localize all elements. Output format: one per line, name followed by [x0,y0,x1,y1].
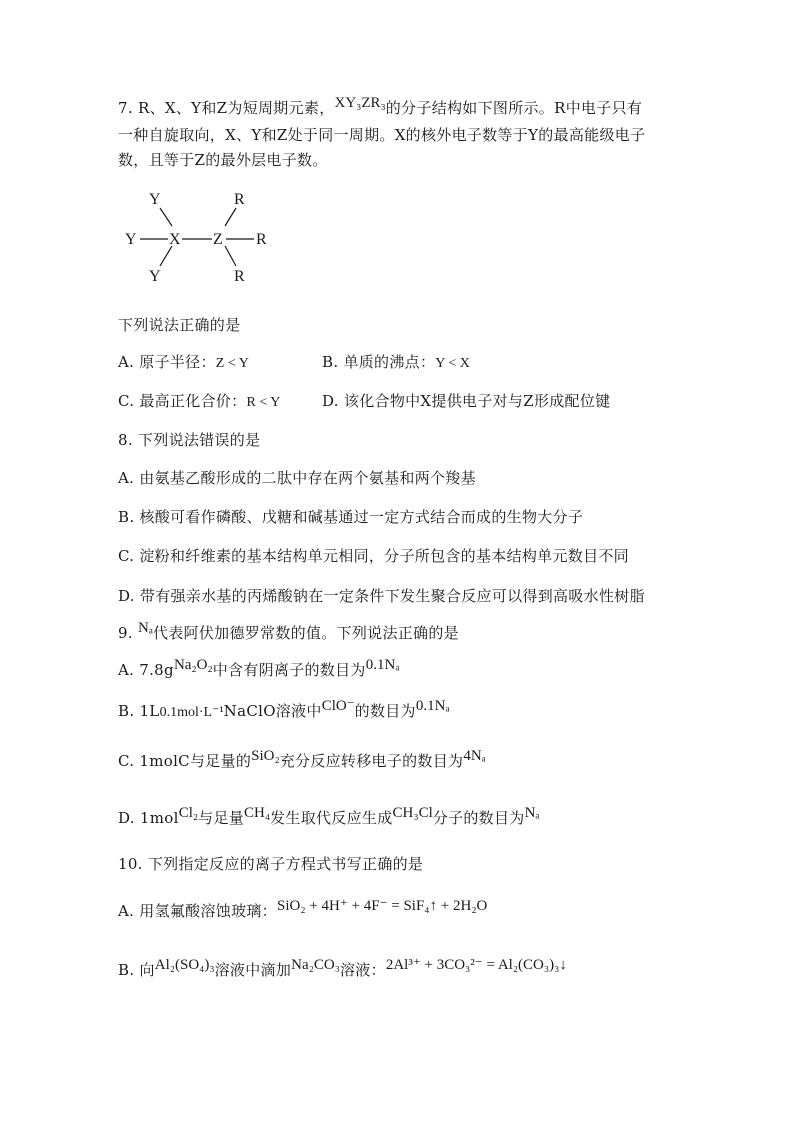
q9-c-text: 充分反应转移电子的数目为 [279,752,464,770]
q10-b-text-2: 溶液： [339,961,386,979]
q9-c-formula: SiO₂ [251,748,280,764]
q9-option-d [118,807,540,828]
q10-option-a [118,900,487,921]
q9-number: 9. [118,624,133,642]
q9-b-text-2: 的数目为 [354,702,416,720]
q9-d-text-2: 发生取代反应生成 [270,809,393,827]
q7-formula: XY₃ZR₃ [334,95,386,111]
q7-number: 7. [118,99,133,117]
bond-z-r-top [225,208,236,226]
q7-option-c-expr: R < Y [246,395,281,410]
atom-y-left: Y [125,231,137,248]
bond-y-top-x [160,208,172,226]
q9-b-concentration: 0.1mol·L⁻¹ [159,705,224,720]
q7-option-b-expr: Y < X [435,356,470,371]
q7-option-b [322,351,470,372]
q9-d-cl2: Cl₂ [178,805,199,821]
q9-d-text: 与足量 [198,809,245,827]
q9-option-b [118,700,450,721]
atom-r-right: R [256,231,267,248]
q9-d-prefix: D. 1mol [118,809,179,827]
atom-z: Z [213,231,223,248]
q10-b-equation: 2Al³⁺ + 3CO₃²⁻ = Al₂(CO₃)₃↓ [385,957,567,973]
q9-a-formula: Na₂O₂ [173,657,213,673]
q9-d-ch4: CH₄ [244,805,271,821]
q7-option-a-expr: Z < Y [215,356,249,371]
q8-option-c: C. 淀粉和纤维素的基本结构单元相同，分子所包含的基本结构单元数目不同 [118,547,629,565]
q9-b-text: NaClO溶液中 [223,702,322,720]
molecule-structure [118,186,288,286]
q7-options-ab [118,351,678,372]
q9-option-a [118,659,399,680]
q7-options-cd [118,390,678,411]
q7-text-a: R、X、Y和Z为短周期元素， [138,99,335,117]
q9-c-prefix: C. 1molC与足量的 [118,752,252,770]
q7-option-c [118,392,280,410]
q10-b-text: 溶液中滴加 [214,961,292,979]
atom-r-bottom: R [234,268,245,285]
q10-title: 10. 下列指定反应的离子方程式书写正确的是 [118,855,424,873]
bond-z-r-bottom [225,246,236,266]
q10-a-text: A. 用氢氟酸溶蚀玻璃： [118,902,277,920]
q7-option-a [118,353,249,371]
q9-title [118,622,459,643]
q7-line-2: 一种自旋取向，X、Y和Z处于同一周期。X的核外电子数等于Y的最高能级电子 [118,126,646,144]
q9-na-symbol: Nₐ [138,620,153,636]
q7-text-b: 的分子结构如下图所示。R中电子只有 [385,99,643,117]
q9-d-ch3cl: CH₃Cl [392,805,433,821]
q9-a-text: 中含有阴离子的数目为 [212,661,366,679]
q9-a-value: 0.1Nₐ [365,657,400,673]
q9-b-ion: ClO⁻ [321,698,355,714]
q10-option-b [118,959,567,980]
q9-title-text: 代表阿伏加德罗常数的值。下列说法正确的是 [152,624,459,642]
atom-y-top: Y [149,191,161,208]
q7-prompt: 下列说法正确的是 [118,316,241,334]
atom-x: X [169,231,181,248]
q10-a-equation: SiO₂ + 4H⁺ + 4F⁻ = SiF₄↑ + 2H₂O [276,898,488,914]
q10-b-formula-1: Al₂(SO₄)₃ [154,957,215,973]
q9-c-value: 4Nₐ [463,748,486,764]
q9-a-prefix: A. 7.8g [118,661,174,679]
q8-option-a: A. 由氨基乙酸形成的二肽中存在两个氨基和两个羧基 [118,469,476,487]
q9-b-prefix: B. 1L [118,702,160,720]
q9-b-value: 0.1Nₐ [415,698,450,714]
atom-r-top: R [234,191,245,208]
q7-option-a-label: A. 原子半径： [118,353,216,371]
q10-b-formula-2: Na₂CO₃ [291,957,340,973]
atom-y-bottom: Y [149,268,161,285]
bond-y-bottom-x [160,246,172,266]
q10-b-prefix: B. 向 [118,961,155,979]
q7-option-b-label: B. 单质的沸点： [322,353,436,371]
q7-option-c-label: C. 最高正化合价： [118,392,247,410]
q9-option-c [118,750,486,771]
q8-option-d: D. 带有强亲水基的丙烯酸钠在一定条件下发生聚合反应可以得到高吸水性树脂 [118,587,645,605]
q7-line-1 [118,97,642,118]
q8-title: 8. 下列说法错误的是 [118,431,261,449]
q9-d-text-3: 分子的数目为 [432,809,525,827]
q7-option-d: D. 该化合物中X提供电子对与Z形成配位键 [322,392,611,410]
q8-option-b: B. 核酸可看作磷酸、戊糖和碱基通过一定方式结合而成的生物大分子 [118,508,584,526]
q9-d-value: Nₐ [524,805,540,821]
q7-line-3: 数，且等于Z的最外层电子数。 [118,151,328,169]
